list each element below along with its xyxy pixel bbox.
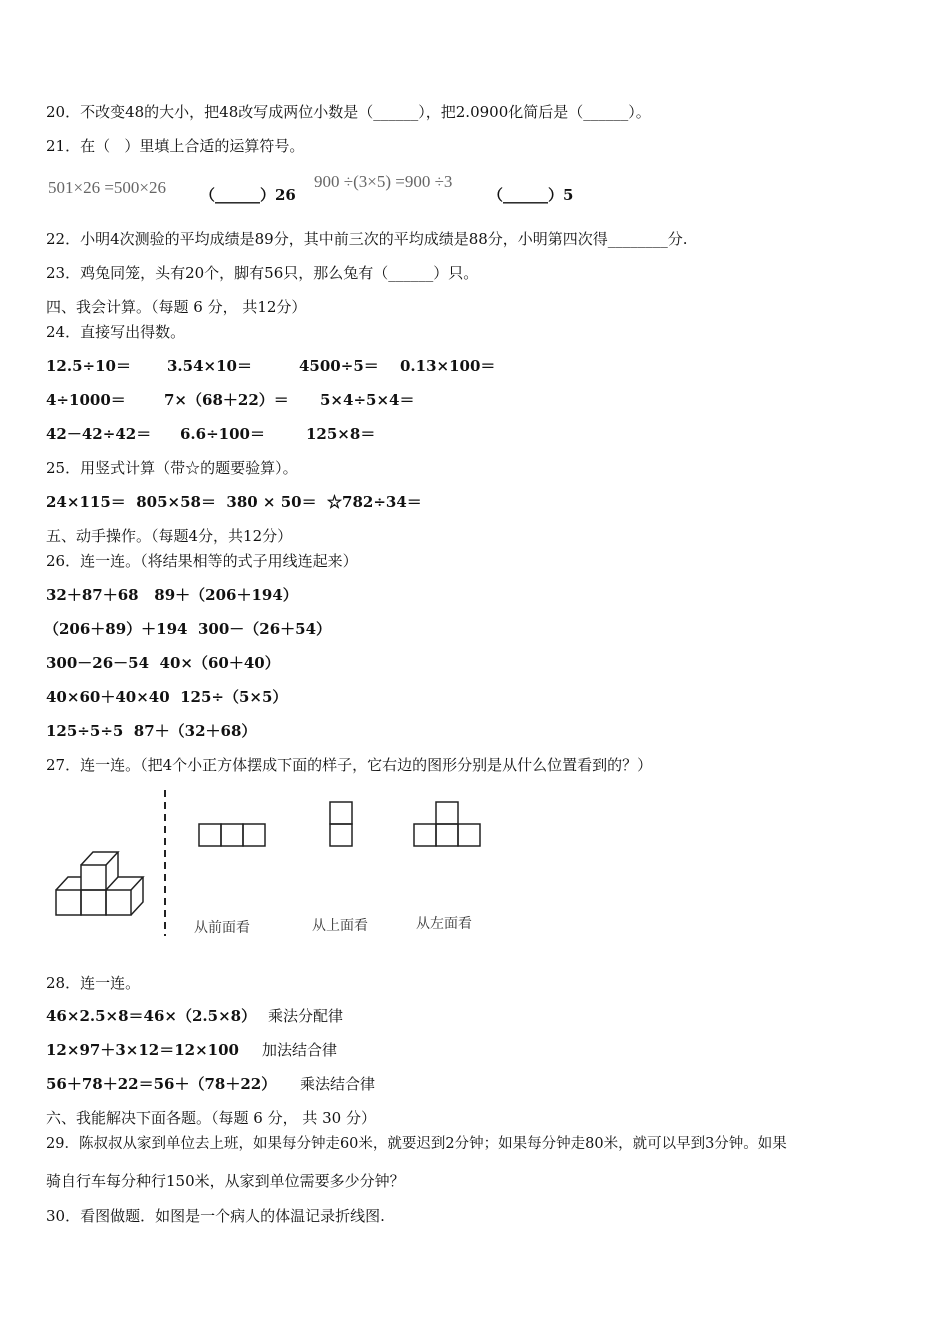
top-view-shape — [330, 802, 352, 846]
front-view-shape — [199, 824, 265, 846]
q26-row: 125÷5÷5 87＋（32＋68） — [46, 722, 257, 740]
q24-item: 3.54×10＝ — [167, 357, 252, 375]
q28-expression: 56＋78＋22＝56＋（78＋22） — [46, 1075, 277, 1093]
q26-row: 32＋87＋68 89＋（206＋194） — [46, 586, 298, 604]
question-30: 30．看图做题．如图是一个病人的体温记录折线图. — [46, 1207, 385, 1225]
question-29-line-1: 29．陈叔叔从家到单位去上班，如果每分钟走60米，就要迟到2分钟；如果每分钟走80米，就可以早到3分钟。如果 — [46, 1136, 787, 1152]
question-24: 24．直接写出得数。 — [46, 323, 186, 341]
q25-problems: 24×115＝ 805×58＝ 380 × 50＝ ☆782÷34＝ — [46, 493, 422, 511]
q21-answer-1[interactable]: （______）26 — [200, 186, 296, 204]
question-28: 28．连一连。 — [46, 974, 141, 992]
q26-row: 40×60＋40×40 125÷（5×5） — [46, 688, 288, 706]
question-26: 26．连一连。（将结果相等的式子用线连起来） — [46, 552, 358, 570]
question-21: 21．在（ ）里填上合适的运算符号。 — [46, 137, 305, 155]
q28-expression: 46×2.5×8＝46×（2.5×8） — [46, 1007, 257, 1025]
q24-item: 7×（68＋22）＝ — [164, 391, 289, 409]
section-6-heading: 六、我能解决下面各题。（每题 6 分， 共 30 分） — [46, 1109, 376, 1127]
question-23: 23．鸡兔同笼，头有20个，脚有56只，那么兔有（______）只。 — [46, 264, 479, 282]
q28-law: 乘法结合律 — [300, 1075, 376, 1093]
q21-formula-1: 501×26 =500×26 — [48, 178, 167, 197]
q24-item: 12.5÷10＝ — [46, 357, 131, 375]
q21-answer-2[interactable]: （______）5 — [488, 186, 574, 204]
view-label-front: 从前面看 — [194, 920, 250, 936]
question-22: 22．小明4次测验的平均成绩是89分，其中前三次的平均成绩是88分，小明第四次得________分. — [46, 230, 688, 248]
question-25: 25．用竖式计算（带☆的题要验算）。 — [46, 459, 298, 477]
view-label-left: 从左面看 — [416, 916, 472, 932]
view-label-top: 从上面看 — [312, 918, 368, 934]
q24-item: 0.13×100＝ — [400, 357, 496, 375]
q28-law: 乘法分配律 — [268, 1007, 344, 1025]
question-29-line-2: 骑自行车每分种行150米，从家到单位需要多少分钟？ — [46, 1172, 405, 1190]
q26-row: 300－26－54 40×（60＋40） — [46, 654, 280, 672]
q24-item: 6.6÷100＝ — [180, 425, 265, 443]
section-4-heading: 四、我会计算。（每题 6 分， 共12分） — [46, 298, 307, 316]
q28-expression: 12×97＋3×12＝12×100 — [46, 1041, 239, 1059]
q24-item: 5×4÷5×4＝ — [320, 391, 415, 409]
question-27: 27．连一连。（把4个小正方体摆成下面的样子，它右边的图形分别是从什么位置看到的？） — [46, 756, 653, 774]
q24-item: 4500÷5＝ — [299, 357, 379, 375]
q24-item: 42－42÷42＝ — [46, 425, 152, 443]
q24-item: 4÷1000＝ — [46, 391, 126, 409]
left-view-shape — [414, 802, 480, 846]
question-20: 20．不改变48的大小，把48改写成两位小数是（______），把2.0900化简后是（______）。 — [46, 103, 651, 121]
cube-stack-drawing — [56, 852, 143, 915]
section-5-heading: 五、动手操作。（每题4分，共12分） — [46, 527, 293, 545]
q26-row: （206＋89）＋194 300－（26＋54） — [44, 620, 332, 638]
q21-formula-2: 900 ÷(3×5) =900 ÷3 — [314, 172, 453, 191]
q24-item: 125×8＝ — [306, 425, 376, 443]
q28-law: 加法结合律 — [262, 1041, 338, 1059]
